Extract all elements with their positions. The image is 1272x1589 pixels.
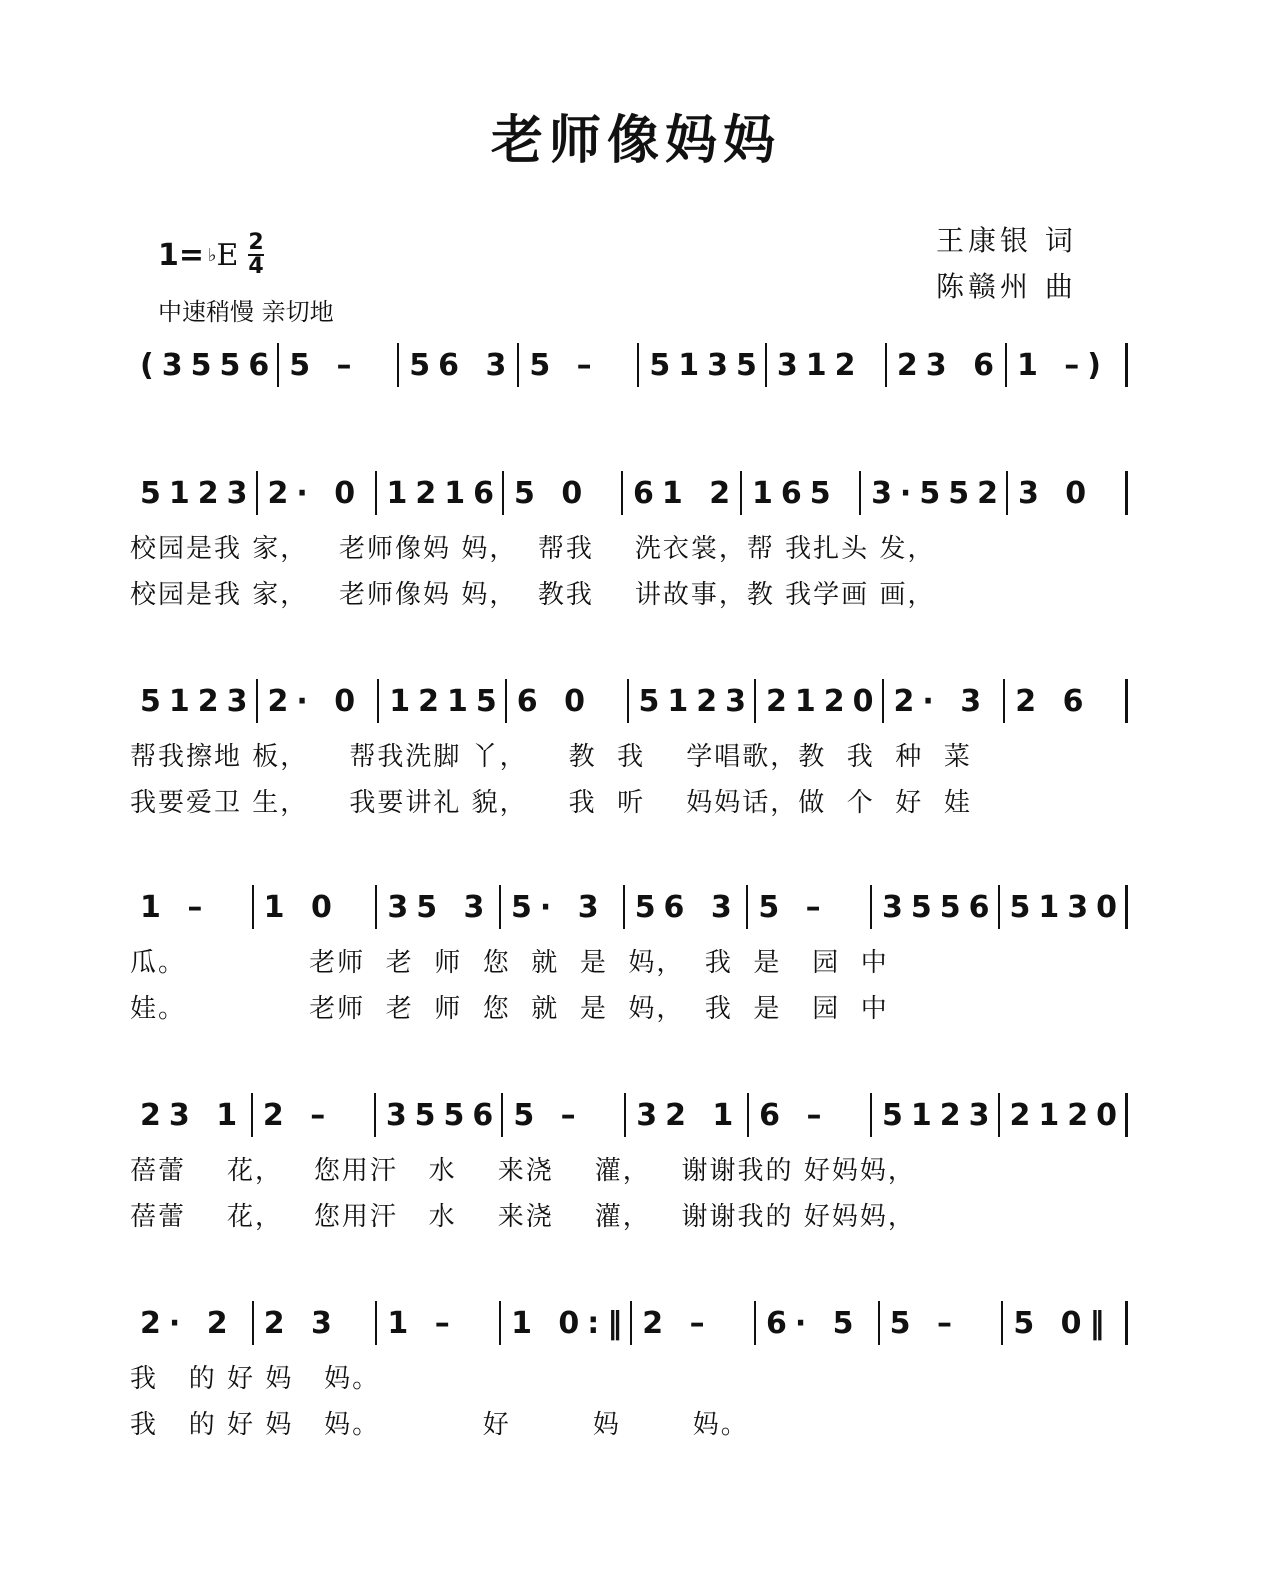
notes-row: [130, 1298, 1128, 1348]
lyrics-verse-1: 蓓蕾 花， 您用汗 水 来浇 灌， 谢谢我的 好妈妈，: [130, 1156, 916, 1186]
flat-sign: ♭: [208, 244, 217, 266]
measure: 165: [742, 471, 861, 515]
measure: 3556: [872, 885, 1000, 929]
measure: 5 0: [504, 471, 623, 515]
measure: 2 –: [253, 1093, 376, 1137]
score-system: [130, 468, 1128, 618]
tempo-marking: 中速稍慢 亲切地: [158, 298, 334, 326]
lyrics-verse-1: 帮我擦地 板， 帮我洗脚 丫， 教 我 学唱歌，教 我 种 菜: [130, 742, 972, 772]
measure: 5130: [1000, 885, 1129, 929]
song-title: 老师像妈妈: [490, 110, 781, 171]
time-top: 2: [248, 230, 264, 255]
measure: 6 0: [507, 679, 629, 723]
measure: 2· 2: [130, 1301, 254, 1345]
lyrics-verse-2: 我 的 好 妈 妈。 好 妈 妈。: [130, 1410, 749, 1440]
measure: 61 2: [623, 471, 742, 515]
measure: 2· 0: [258, 679, 380, 723]
lyrics-verse-2: 我要爱卫 生， 我要讲礼 貌， 我 听 妈妈话，做 个 好 娃: [130, 788, 972, 818]
measure: 35 3: [377, 885, 501, 929]
measure: 5123: [130, 679, 258, 723]
lyrics-verse-1: 瓜。 老师 老 师 您 就 是 妈， 我 是 园 中: [130, 948, 889, 978]
measure: 1 0:‖: [501, 1301, 632, 1345]
measure: 5 –: [748, 885, 872, 929]
measure: 2 6: [1005, 679, 1128, 723]
measure: 5123: [130, 471, 258, 515]
measure: 312: [767, 343, 887, 387]
score-system: [130, 340, 1128, 390]
lyrics-verse-1: 校园是我 家， 老师像妈 妈， 帮我 洗衣裳，帮 我扎头 发，: [130, 534, 936, 564]
measure: 1 –: [377, 1301, 501, 1345]
notes-row: [130, 340, 1128, 390]
notes-row: [130, 676, 1128, 726]
score-system: [130, 882, 1128, 1032]
measure: 56 3: [625, 885, 749, 929]
measure: 1216: [377, 471, 505, 515]
measure: 2 3: [254, 1301, 378, 1345]
measure: 2120: [1000, 1093, 1129, 1137]
time-signature: [248, 232, 263, 278]
credits: [936, 218, 1077, 310]
measure: 6· 5: [756, 1301, 880, 1345]
measure: 5135: [639, 343, 767, 387]
notes-row: [130, 468, 1128, 518]
lyrics-verse-2: 蓓蕾 花， 您用汗 水 来浇 灌， 谢谢我的 好妈妈，: [130, 1202, 916, 1232]
measure: 5 0‖: [1003, 1301, 1128, 1345]
measure: 2· 3: [884, 679, 1006, 723]
measure: 2· 0: [258, 471, 377, 515]
measure: 1 –): [1007, 343, 1128, 387]
measure: 5· 3: [501, 885, 625, 929]
score-system: [130, 676, 1128, 826]
measure: 3556: [376, 1093, 504, 1137]
score-system: [130, 1090, 1128, 1240]
key-note: E: [216, 237, 239, 273]
measure: 5123: [629, 679, 757, 723]
measure: 23 6: [887, 343, 1007, 387]
time-bottom: 4: [248, 254, 264, 279]
measure: 2 –: [632, 1301, 756, 1345]
measure: 1 0: [254, 885, 378, 929]
measure: 5 –: [519, 343, 639, 387]
measure: 5123: [872, 1093, 1000, 1137]
measure: 56 3: [399, 343, 519, 387]
measure: 5 –: [279, 343, 399, 387]
score-system: [130, 1298, 1128, 1448]
measure: 6 –: [749, 1093, 872, 1137]
key-signature: [158, 232, 264, 278]
lyrics-verse-2: 娃。 老师 老 师 您 就 是 妈， 我 是 园 中: [130, 994, 889, 1024]
notes-row: [130, 1090, 1128, 1140]
measure: 2120: [756, 679, 884, 723]
notes-row: [130, 882, 1128, 932]
measure: 1 –: [130, 885, 254, 929]
measure: 3 0: [1008, 471, 1128, 515]
measure: 1215: [379, 679, 507, 723]
measure: (3556: [130, 343, 279, 387]
measure: 23 1: [130, 1093, 253, 1137]
lyrics-verse-1: 我 的 好 妈 妈。: [130, 1364, 381, 1394]
measure: 5 –: [880, 1301, 1004, 1345]
measure: 32 1: [626, 1093, 749, 1137]
lyricist: 王康银 词: [936, 224, 1077, 257]
lyrics-verse-2: 校园是我 家， 老师像妈 妈， 教我 讲故事，教 我学画 画，: [130, 580, 936, 610]
measure: 3·552: [861, 471, 1008, 515]
composer: 陈赣州 曲: [936, 270, 1077, 303]
key-one: 1=: [158, 237, 205, 273]
measure: 5 –: [503, 1093, 626, 1137]
